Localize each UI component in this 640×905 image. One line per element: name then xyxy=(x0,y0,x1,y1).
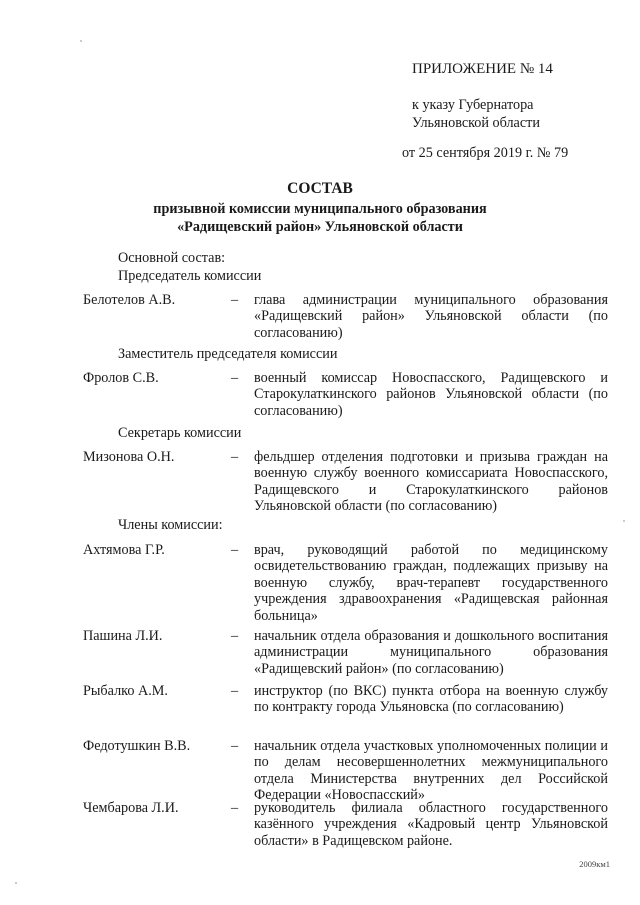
person-dash: – xyxy=(231,800,239,816)
person-role: инструктор (по ВКС) пункта отбора на военную службу по контракту города Ульяновска (по согласованию) xyxy=(254,683,608,716)
person-role: руководитель филиала областного государственного казённого учреждения «Кадровый центр Ульяновской области» в Радищевском районе. xyxy=(254,800,608,849)
document-code: 2009км1 xyxy=(579,859,610,869)
person-name: Федотушкин В.В. xyxy=(83,738,191,754)
person-role: врач, руководящий работой по медицинскому освидетельствованию граждан, подлежащих призыву на военную службу, врач-терапевт государственного учреждения здравоохранения «Радищевская районная больница» xyxy=(254,542,608,624)
decree-reference-line-2: Ульяновской области xyxy=(412,115,540,131)
person-dash: – xyxy=(231,449,239,465)
section-chairman: Председатель комиссии xyxy=(118,268,262,284)
document-subtitle-line-2: «Радищевский район» Ульяновской области xyxy=(177,219,463,235)
person-role: военный комиссар Новоспасского, Радищевского и Старокулаткинского районов Ульяновской области (по согласованию) xyxy=(254,370,608,419)
person-role: начальник отдела образования и дошкольного воспитания администрации муниципального образования «Радищевский район» (по согласованию) xyxy=(254,628,608,677)
person-dash: – xyxy=(231,683,239,699)
person-dash: – xyxy=(231,542,239,558)
document-title: СОСТАВ xyxy=(287,180,353,197)
person-name: Рыбалко А.М. xyxy=(83,683,168,699)
person-name: Пашина Л.И. xyxy=(83,628,163,644)
decree-reference-line-1: к указу Губернатора xyxy=(412,97,534,113)
person-dash: – xyxy=(231,738,239,754)
person-dash: – xyxy=(231,292,239,308)
person-dash: – xyxy=(231,628,239,644)
scan-speck xyxy=(15,882,17,884)
section-members: Члены комиссии: xyxy=(118,517,223,533)
scan-speck xyxy=(80,40,82,42)
scan-speck xyxy=(623,520,625,522)
person-dash: – xyxy=(231,370,239,386)
person-name: Чембарова Л.И. xyxy=(83,800,179,816)
document-subtitle-line-1: призывной комиссии муниципального образования xyxy=(153,201,487,217)
annex-number: ПРИЛОЖЕНИЕ № 14 xyxy=(412,61,553,77)
person-role: фельдшер отделения подготовки и призыва граждан на военную службу военного комиссариата Новоспасского, Радищевского и Старокулаткинского районов Ульяновской области (по согласованию) xyxy=(254,449,608,515)
section-secretary: Секретарь комиссии xyxy=(118,425,242,441)
person-role: глава администрации муниципального образования «Радищевский район» Ульяновской области (по согласованию) xyxy=(254,292,608,341)
section-deputy: Заместитель председателя комиссии xyxy=(118,346,338,362)
person-name: Мизонова О.Н. xyxy=(83,449,175,465)
decree-date: от 25 сентября 2019 г. № 79 xyxy=(402,145,569,161)
person-name: Фролов С.В. xyxy=(83,370,159,386)
section-main-composition: Основной состав: xyxy=(118,250,226,266)
person-name: Ахтямова Г.Р. xyxy=(83,542,165,558)
person-name: Белотелов А.В. xyxy=(83,292,176,308)
person-role: начальник отдела участковых уполномоченных полиции и по делам несовершеннолетних межмуниципального отдела Министерства внутренних дел Российской Федерации «Новоспасский» xyxy=(254,738,608,804)
